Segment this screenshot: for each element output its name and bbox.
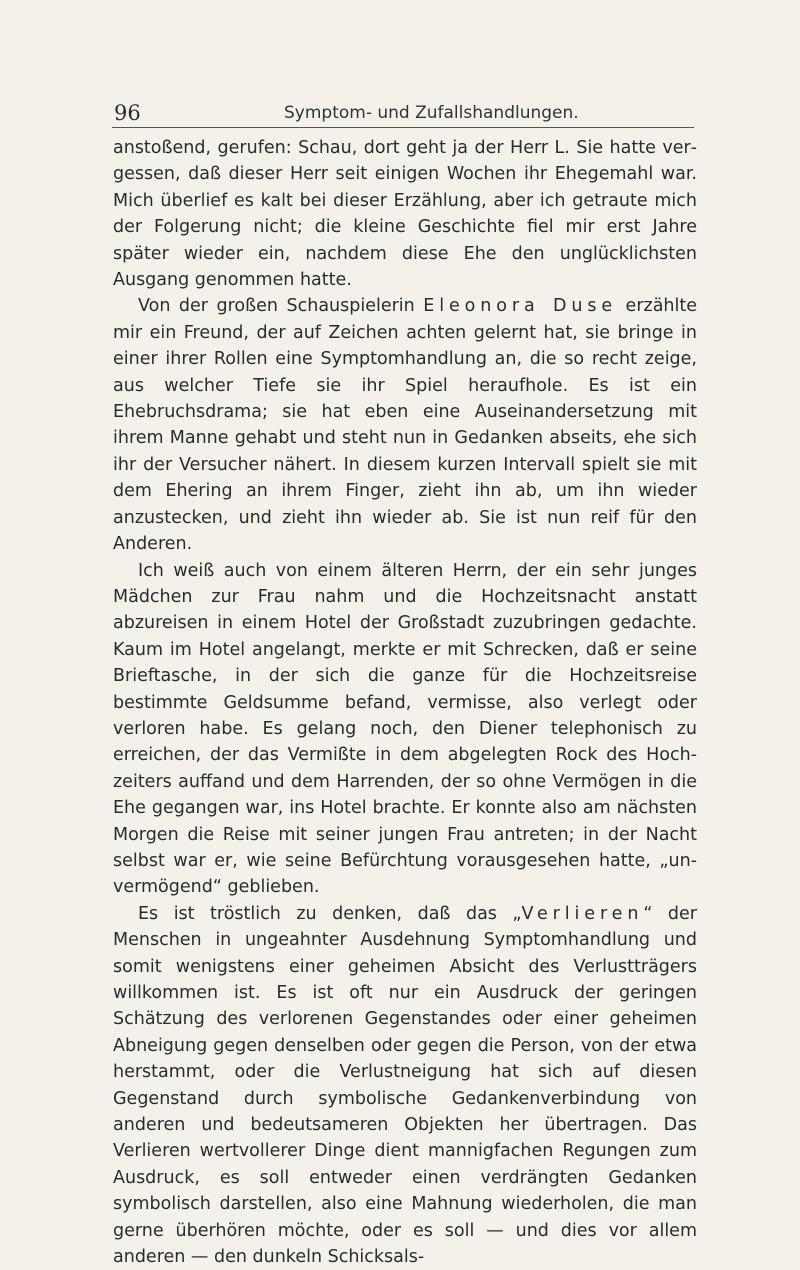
emphasized-word: Verlieren bbox=[521, 903, 644, 924]
running-title: Symptom- und Zufallshandlungen. bbox=[284, 103, 579, 123]
text-run: Ich weiß auch von einem älteren Herrn, der ein sehr junges Mädchen zur Frau nahm und die Hochzeitsnacht anstatt abzureisen in einem Hotel der Großstadt zuzubringen gedachte. Kaum im Hotel angelangt, merkte er mit Schrecken, daß er seine Brieftasche, in der sich die ganze für die Hochzeitsreise bestimmte Geldsumme befand, vermisse, also verlegt oder verloren habe. Es gelang noch, den Diener telephonisch zu erreichen, der das Vermißte in dem abgelegten Rock des Hochzeiters auffand und dem Harrenden, der so ohne Vermögen in die Ehe gegangen war, ins Hotel brachte. Er konnte also am nächsten Morgen die Reise mit seiner jungen Frau antreten; in der Nacht selbst war er, wie seine Befürchtung vorausgesehen hatte, „unvermögend“ geblieben. bbox=[113, 560, 697, 898]
header-rule bbox=[112, 127, 694, 128]
paragraph-4 bbox=[113, 901, 697, 1270]
page-number: 96 bbox=[114, 101, 141, 125]
text-run: anstoßend, gerufen: Schau, dort geht ja der Herr L. Sie hatte vergessen, daß dieser Herr seit einigen Wochen ihr Ehegemahl war. Mich überlief es kalt bei dieser Erzählung, aber ich getraute mich der Folgerung nicht; die kleine Geschichte fiel mir erst Jahre später wieder ein, nachdem diese Ehe den unglücklichsten Ausgang genommen hatte. bbox=[113, 138, 697, 291]
paragraph-2 bbox=[113, 293, 697, 557]
body-text bbox=[113, 135, 697, 1270]
paragraph-3 bbox=[113, 558, 697, 901]
text-run: erzählte mir ein Freund, der auf Zeichen achten gelernt hat, sie bringe in einer ihrer Rollen eine Symptomhandlung an, die so recht zeige, aus welcher Tiefe sie ihr Spiel heraufhole. Es ist ein Ehebruchsdrama; sie hat eben eine Auseinandersetzung mit ihrem Manne gehabt und steht nun in Gedanken abseits, ehe sich ihr der Versucher nähert. In diesem kurzen Intervall spielt sie mit dem Ehering an ihrem Finger, zieht ihn ab, um ihn wieder anzustecken, und zieht ihn wieder ab. Sie ist nun reif für den Anderen. bbox=[113, 296, 698, 555]
page-header bbox=[114, 98, 694, 128]
text-run: “ der Menschen in ungeahnter Ausdehnung Symptomhandlung und somit wenigstens einer geheimen Absicht des Verlustträgers willkommen ist. Es ist oft nur ein Ausdruck der geringen Schätzung des verlorenen Gegenstandes oder einer geheimen Abneigung gegen denselben oder gegen die Person, von der etwa herstammt, oder die Verlustneigung hat sich auf diesen Gegenstand durch symbolische Gedankenverbindung von anderen und bedeutsameren Objekten her übertragen. Das Verlieren wertvollerer Dinge dient mannigfachen Regungen zum Ausdruck, es soll entweder einen verdrängten Gedanken symbolisch darstellen, also eine Mahnung wiederholen, die man gerne überhören möchte, oder es soll — und dies vor allem anderen — den dunkeln Schicksals- bbox=[113, 903, 697, 1268]
paragraph-1 bbox=[113, 135, 697, 293]
text-run: Von der großen Schauspielerin bbox=[138, 296, 424, 317]
text-run: Es ist tröstlich zu denken, daß das „ bbox=[138, 903, 522, 924]
emphasized-name: Eleonora Duse bbox=[423, 296, 618, 317]
